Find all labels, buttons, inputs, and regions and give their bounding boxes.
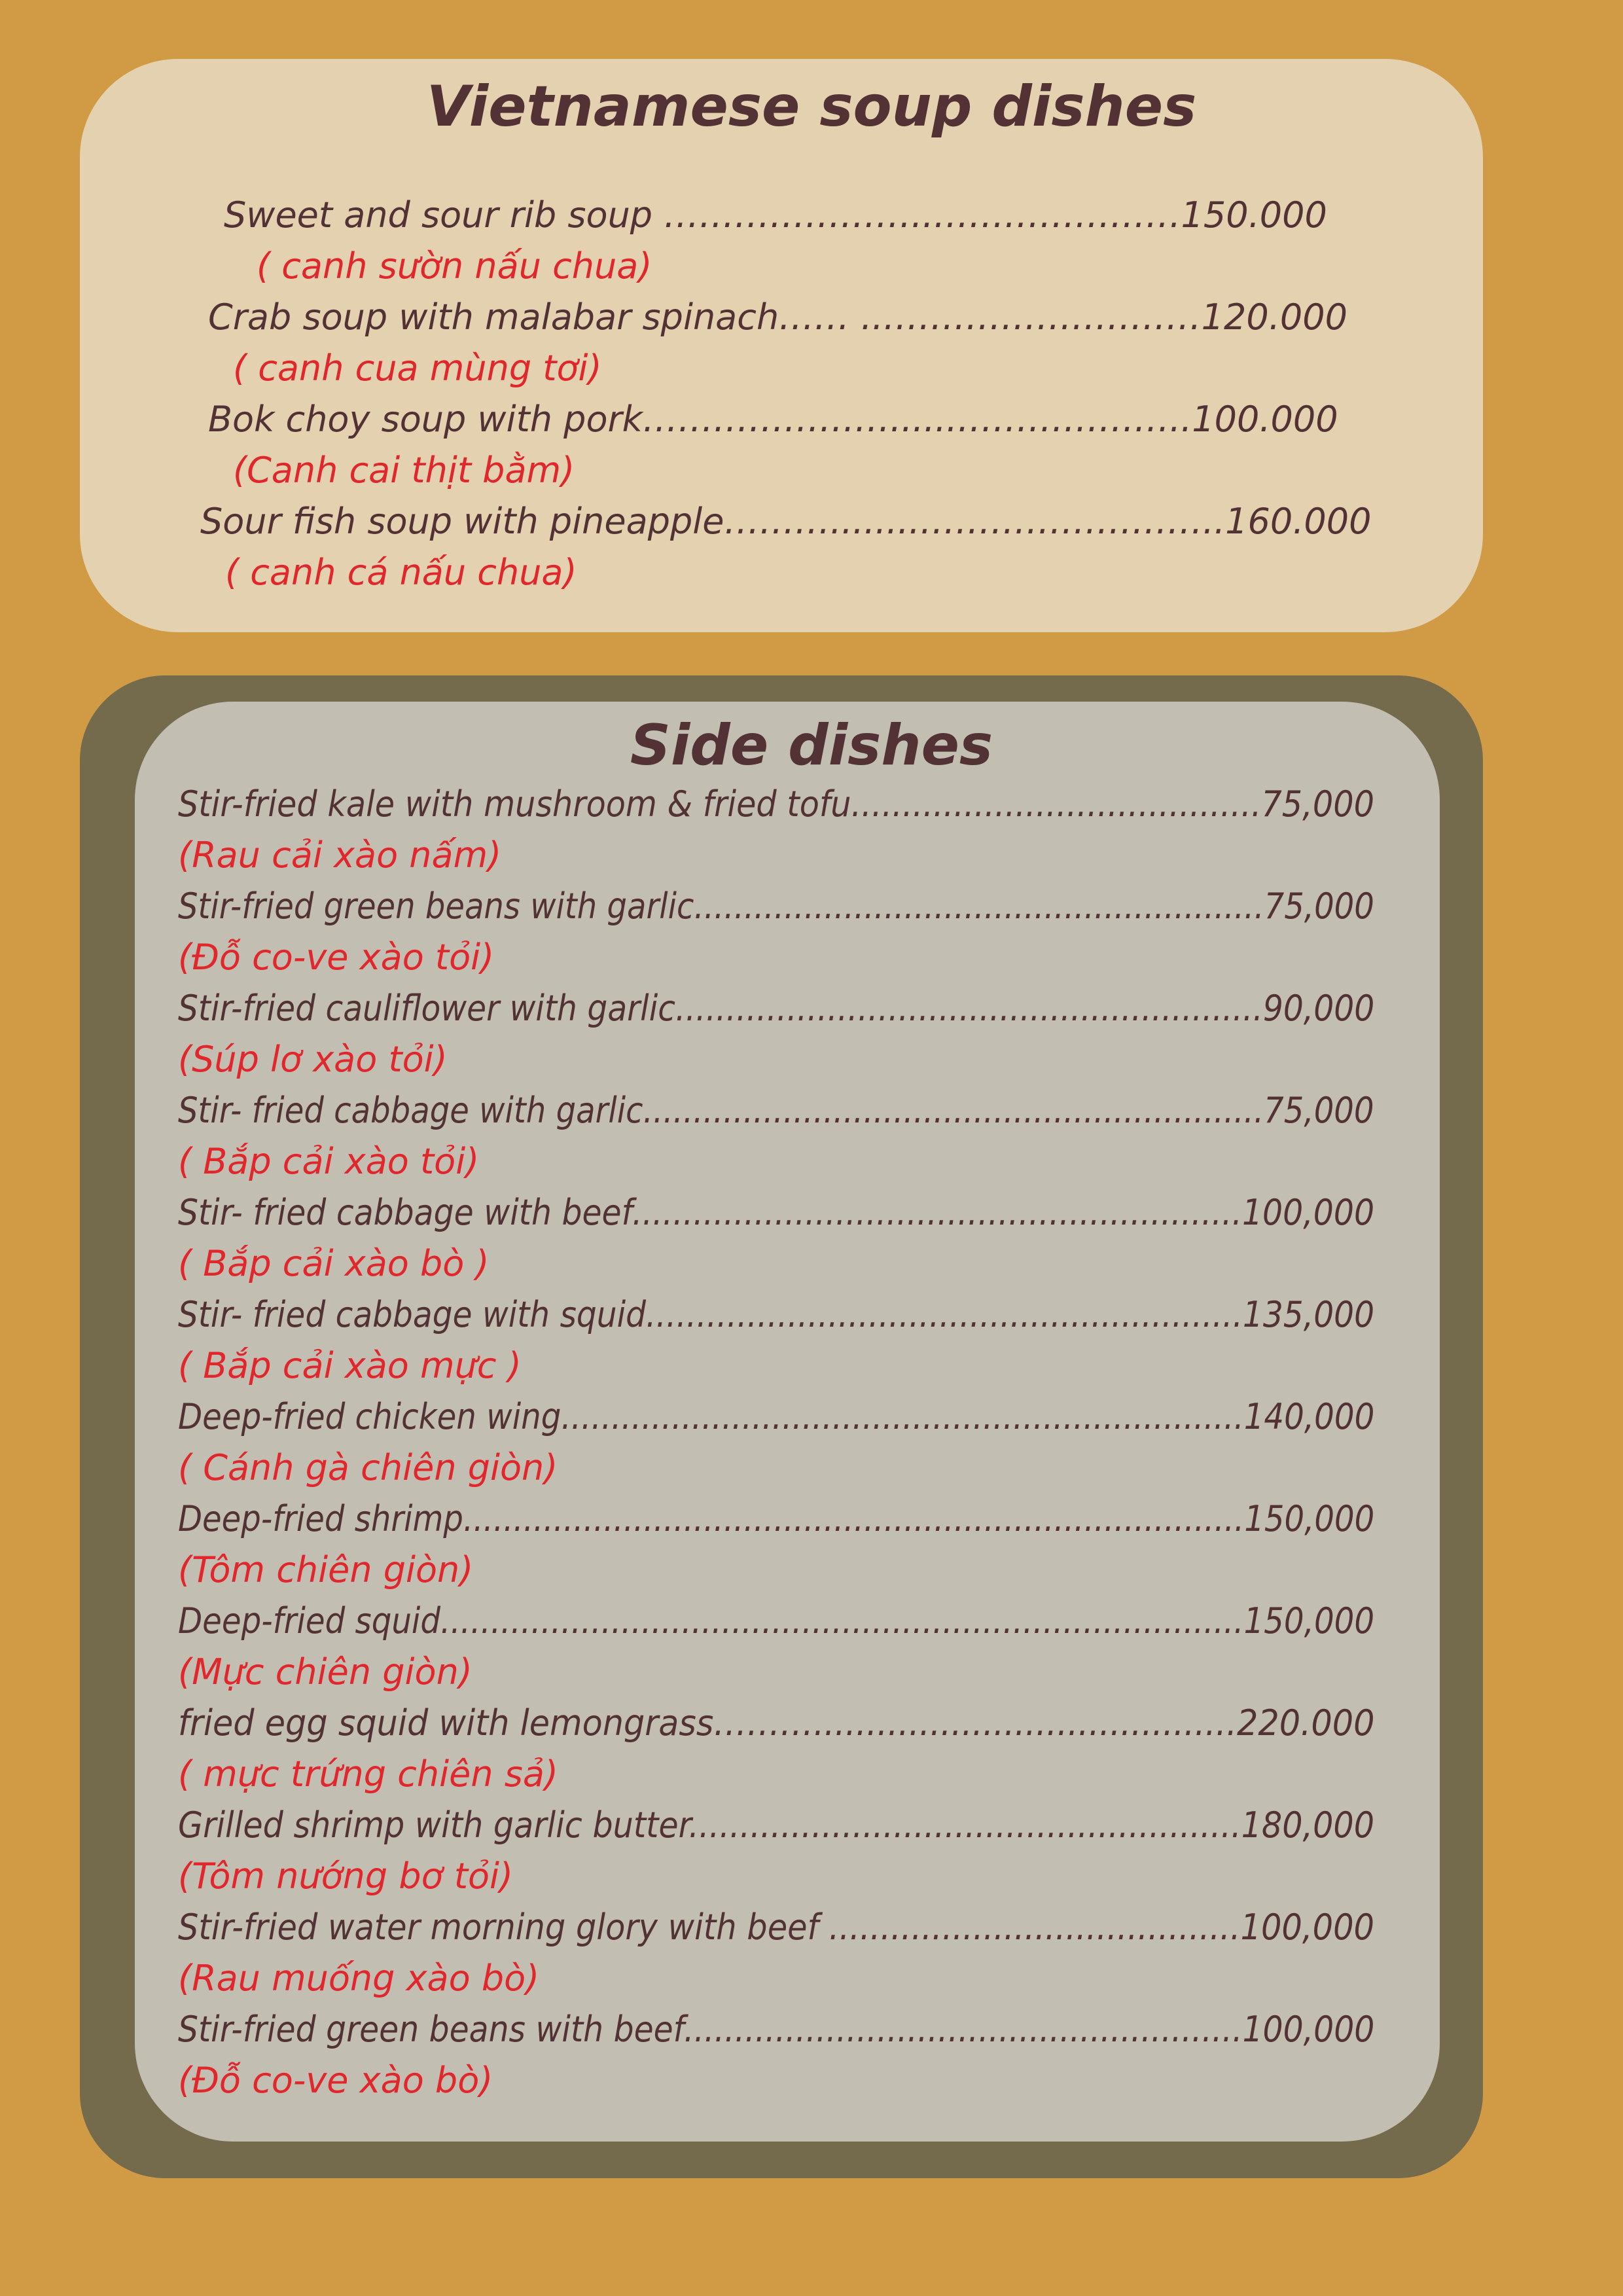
side-item-10: fried egg squid with lemongrass………........................................220.000 [178, 1702, 1375, 1744]
soup-item-3-vietnamese: (Canh cai thịt bằm) [233, 450, 575, 491]
soup-item-4-vietnamese: ( canh cá nấu chua) [225, 552, 577, 593]
soup-item-1: Sweet and sour rib soup …………………..…………………150.000 [224, 194, 1327, 236]
side-item-12-vietnamese: (Rau muống xào bò) [178, 1958, 540, 1999]
side-item-3-vietnamese: (Súp lơ xào tỏi) [178, 1039, 448, 1080]
side-item-12: Stir-fried water morning glory with beef ........................................100,000 [178, 1907, 1374, 1948]
side-item-9-vietnamese: (Mực chiên giòn) [178, 1651, 473, 1693]
soup-section-title: Vietnamese soup dishes [426, 74, 1197, 139]
side-item-3: Stir-fried cauliflower with garlic..........................................................90,000 [178, 988, 1375, 1029]
side-item-8: Deep-fried shrimp..............................................................................150,000 [178, 1498, 1375, 1539]
side-item-13: Stir-fried green beans with beef.......................................................100,000 [178, 2009, 1375, 2050]
side-item-11: Grilled shrimp with garlic butter......................................................180,000 [178, 1804, 1375, 1846]
side-item-2-vietnamese: (Đỗ co-ve xào tỏi) [178, 937, 495, 978]
side-item-7-vietnamese: ( Cánh gà chiên giòn) [178, 1447, 558, 1488]
side-item-7: Deep-fried chicken wing....................................................................140,000 [178, 1396, 1375, 1437]
soup-panel [80, 59, 1483, 632]
side-item-5-vietnamese: ( Bắp cải xào bò ) [178, 1243, 490, 1284]
soup-item-2-vietnamese: ( canh cua mùng tơi) [233, 348, 602, 389]
side-item-4: Stir- fried cabbage with garlic..............................................................75,000 [178, 1090, 1374, 1131]
soup-item-1-vietnamese: ( canh sườn nấu chua) [257, 245, 652, 287]
side-item-1-vietnamese: (Rau cải xào nấm) [178, 834, 502, 876]
side-item-6-vietnamese: ( Bắp cải xào mực ) [178, 1345, 522, 1386]
side-item-1: Stir-fried kale with mushroom & fried tofu........................................75,000 [178, 783, 1374, 825]
side-item-11-vietnamese: (Tôm nướng bơ tỏi) [178, 1856, 514, 1897]
side-item-8-vietnamese: (Tôm chiên giòn) [178, 1549, 474, 1590]
side-item-5: Stir- fried cabbage with beef............................................................100,000 [178, 1192, 1375, 1233]
side-item-6: Stir- fried cabbage with squid...........................................................135,000 [178, 1294, 1375, 1335]
side-item-10-vietnamese: ( mực trứng chiên sả) [178, 1753, 559, 1795]
side-item-13-vietnamese: (Đỗ co-ve xào bò) [178, 2060, 493, 2101]
side-item-4-vietnamese: ( Bắp cải xào tỏi) [178, 1141, 480, 1182]
soup-item-2: Crab soup with malabar spinach…… ..………………………120.000 [208, 296, 1347, 338]
side-item-9: Deep-fried squid................................................................................150,000 [178, 1600, 1375, 1641]
side-section-title: Side dishes [630, 713, 993, 778]
side-item-2: Stir-fried green beans with garlic.........................................................75,000 [178, 886, 1374, 927]
soup-item-3: Bok choy soup with pork…………………......………………..100.000 [208, 399, 1338, 440]
soup-item-4: Sour fish soup with pineapple………........……………………..160.000 [200, 501, 1372, 542]
